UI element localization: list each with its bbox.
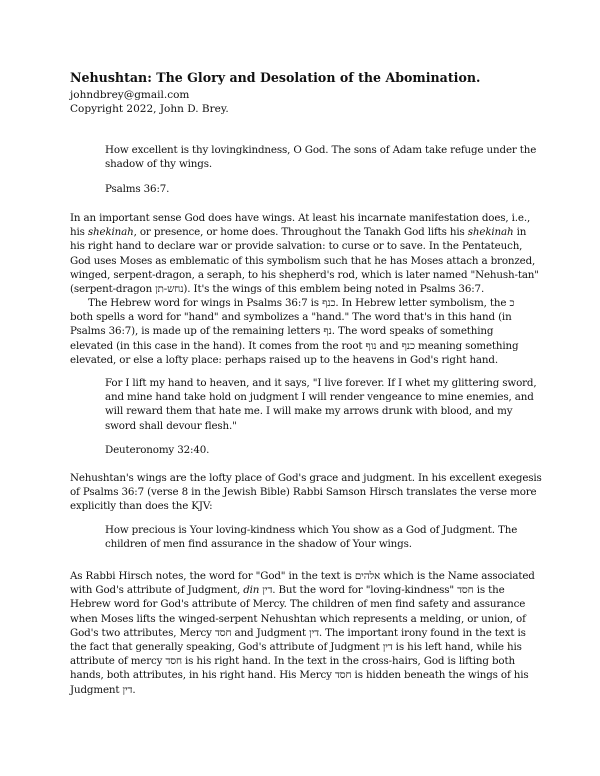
- paragraph-line: explicitly than does the KJV:: [70, 500, 213, 513]
- body-paragraph: [70, 211, 540, 296]
- document-title: Nehushtan: The Glory and Desolation of the Abomination.: [70, 70, 481, 85]
- quote-citation: Deuteronomy 32:40.: [105, 444, 210, 456]
- quote-line: For I lift my hand to heaven, and it says, "I live forever. If I whet my glittering sword,: [105, 377, 537, 389]
- paragraph-line: (serpent-dragon נחש-תן). It's the wings of this emblem being noted in Psalms 36:7.: [70, 283, 485, 296]
- paragraph-line: God uses Moses as emblematic of this symbolism such that he has Moses attach a bronzed,: [70, 254, 536, 267]
- quote-line: and mine hand take hold on judgment I will render vengeance to mine enemies, and: [105, 391, 534, 404]
- scripture-quote: [105, 523, 535, 551]
- quote-citation: Psalms 36:7.: [105, 183, 170, 195]
- paragraph-line: hands, both attributes, in his right hand. His Mercy חסד is hidden beneath the wings of his: [70, 669, 529, 682]
- quote-line: will reward them that hate me. I will make my arrows drunk with blood, and my: [105, 405, 513, 418]
- body-paragraph: [70, 296, 540, 367]
- quote-line: How precious is Your loving-kindness which You show as a God of Judgment. The: [105, 524, 518, 536]
- paragraph-line: Psalms 36:7), is made up of the remaining letters נף. The word speaks of something: [70, 325, 494, 338]
- quote-line: How excellent is thy lovingkindness, O God. The sons of Adam take refuge under the: [105, 144, 537, 156]
- quote-line: sword shall devour flesh.": [105, 419, 237, 432]
- paragraph-line: with God's attribute of Judgment, din דין. But the word for "loving-kindness" חסד is the: [70, 584, 505, 597]
- paragraph-line: As Rabbi Hirsch notes, the word for "God" in the text is אלהים which is the Name associated: [70, 570, 535, 582]
- paragraph-line: his right hand to declare war or provide salvation: to curse or to save. In the Pentateuch,: [70, 240, 523, 253]
- paragraph-line: elevated, or else a lofty place: perhaps raised up to the heavens in God's right hand.: [70, 353, 498, 366]
- quote-line: children of men find assurance in the shadow of Your wings.: [105, 538, 412, 551]
- paragraph-line: winged, serpent-dragon, a seraph, to his shepherd's rod, which is later named "Nehush-tan": [70, 268, 539, 281]
- paragraph-line: attribute of mercy חסד is his right hand. In the text in the cross-hairs, God is lifting both: [70, 655, 515, 668]
- paragraph-line: elevated (in this case in the hand). It comes from the root נוף and כנף meaning something: [70, 339, 519, 352]
- scripture-quote: [105, 143, 535, 171]
- copyright-notice: Copyright 2022, John D. Brey.: [70, 103, 229, 115]
- quote-line: shadow of thy wings.: [105, 158, 212, 171]
- paragraph-line: In an important sense God does have wings. At least his incarnate manifestation does, i.e.,: [70, 212, 531, 224]
- paragraph-line: both spells a word for "hand" and symbolizes a "hand." The word that's in this hand (in: [70, 311, 512, 324]
- paragraph-line: of Psalms 36:7 (verse 8 in the Jewish Bible) Rabbi Samson Hirsch translates the verse more: [70, 486, 537, 499]
- paragraph-line: Hebrew word for God's attribute of Mercy. The children of men find safety and assurance: [70, 598, 526, 611]
- paragraph-line: Judgment דין.: [70, 683, 136, 696]
- body-paragraph: [70, 471, 540, 514]
- paragraph-line: The Hebrew word for wings in Psalms 36:7 is כנף. In Hebrew letter symbolism, the כ: [88, 297, 515, 309]
- paragraph-line: when Moses lifts the winged-serpent Nehushtan which represents a melding, or union, of: [70, 612, 526, 625]
- author-email: johndbrey@gmail.com: [70, 89, 190, 101]
- paragraph-line: Nehushtan's wings are the lofty place of God's grace and judgment. In his excellent exegesis: [70, 472, 542, 484]
- scripture-quote: [105, 376, 535, 433]
- paragraph-line: the fact that generally speaking, God's attribute of Judgment דין is his left hand, while his: [70, 641, 522, 654]
- paragraph-line: his shekinah, or presence, or home does. Throughout the Tanakh God lifts his shekinah in: [70, 226, 527, 239]
- body-paragraph: [70, 569, 540, 697]
- paragraph-line: God's two attributes, Mercy חסד and Judgment דין. The important irony found in the text is: [70, 626, 526, 639]
